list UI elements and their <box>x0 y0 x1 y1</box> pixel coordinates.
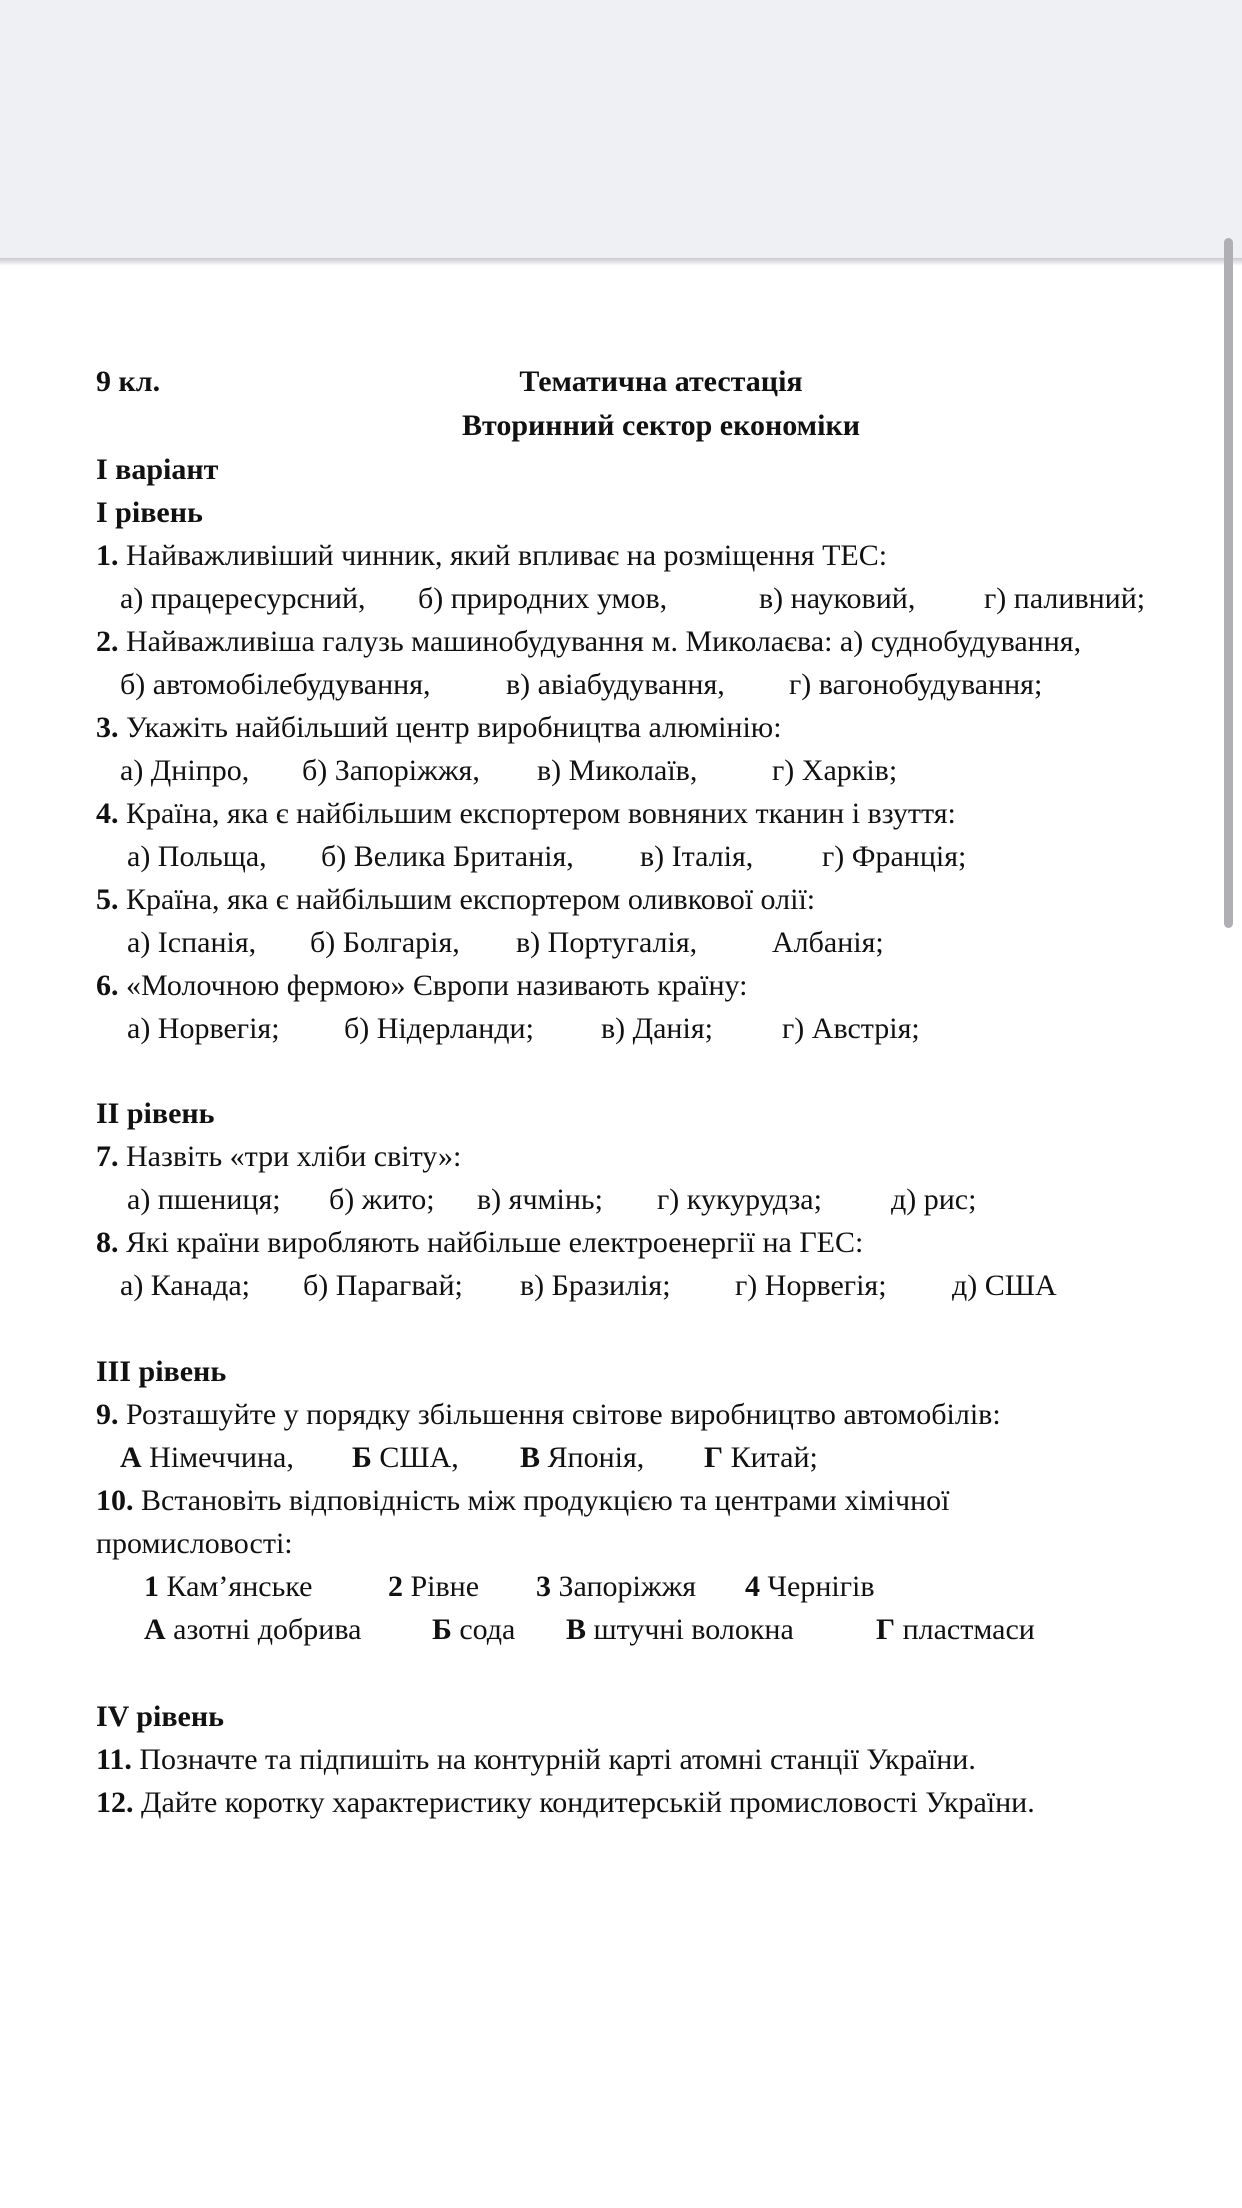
answer-option: б) автомобілебудування, <box>120 668 431 701</box>
answer-option: Б США, <box>352 1441 459 1474</box>
answer-option: в) Данія; <box>601 1012 713 1045</box>
answer-option: В Японія, <box>520 1441 645 1474</box>
answer-option: г) Франція; <box>822 840 967 873</box>
answer-option: в) Італія, <box>640 840 754 873</box>
question-9: 9. Розташуйте у порядку збільшення світове виробництво автомобілів: <box>96 1398 1001 1431</box>
viewer-top-shadow <box>0 258 1242 266</box>
answer-option: а) Норвегія; <box>127 1012 280 1045</box>
answer-option: б) жито; <box>329 1183 435 1216</box>
answer-option: а) Дніпро, <box>120 754 250 787</box>
answer-option: д) США <box>952 1269 1057 1302</box>
match-city: 2 Рівне <box>388 1570 480 1603</box>
answer-option: А Німеччина, <box>120 1441 294 1474</box>
match-product: Б сода <box>432 1613 516 1646</box>
answer-option: в) Миколаїв, <box>537 754 698 787</box>
match-product: В штучні волокна <box>566 1613 794 1646</box>
answer-option: а) Канада; <box>120 1269 251 1302</box>
question-2: 2. Найважливіша галузь машинобудування м. Миколаєва: а) суднобудування, <box>96 625 1082 658</box>
answer-option: а) Іспанія, <box>127 926 257 959</box>
answer-option: а) працересурсний, <box>120 582 366 615</box>
question-4: 4. Країна, яка є найбільшим експортером вовняних тканин і взуття: <box>96 797 956 830</box>
answer-option: б) Запоріжжя, <box>302 754 480 787</box>
question-10-continued: промисловості: <box>96 1527 293 1560</box>
answer-option: б) Болгарія, <box>310 926 460 959</box>
question-1: 1. Найважливіший чинник, який впливає на розміщення ТЕС: <box>96 539 888 572</box>
document-subtitle: Вторинний сектор економіки <box>461 409 861 442</box>
level-heading: ІІ рівень <box>96 1097 215 1130</box>
answer-option: г) Харків; <box>772 754 898 787</box>
answer-option: в) науковий, <box>759 582 916 615</box>
question-6: 6. «Молочною фермою» Європи називають країну: <box>96 969 748 1002</box>
match-city: 3 Запоріжжя <box>536 1570 697 1603</box>
answer-option: в) ячмінь; <box>477 1183 603 1216</box>
answer-option: г) Норвегія; <box>735 1269 887 1302</box>
match-city: 4 Чернігів <box>745 1570 875 1603</box>
question-5: 5. Країна, яка є найбільшим експортером оливкової олії: <box>96 883 816 916</box>
level-heading: IV рівень <box>96 1700 224 1733</box>
question-3: 3. Укажіть найбільший центр виробництва алюмінію: <box>96 711 782 744</box>
answer-option: б) Велика Британія, <box>321 840 574 873</box>
document-title: Тематична атестація <box>519 365 803 398</box>
answer-option: б) природних умов, <box>418 582 668 615</box>
answer-option: в) Португалія, <box>516 926 698 959</box>
question-11: 11. Позначте та підпишіть на контурній карті атомні станції України. <box>96 1743 976 1776</box>
viewer-top-bar <box>0 0 1242 258</box>
answer-option: г) паливний; <box>984 582 1146 615</box>
match-product: Г пластмаси <box>876 1613 1035 1646</box>
answer-option: а) пшениця; <box>127 1183 281 1216</box>
question-12: 12. Дайте коротку характеристику кондитерській промисловості України. <box>96 1786 1035 1819</box>
answer-option: Албанія; <box>772 926 884 959</box>
answer-option: б) Нідерланди; <box>344 1012 534 1045</box>
question-7: 7. Назвіть «три хліби світу»: <box>96 1140 462 1173</box>
answer-option: б) Парагвай; <box>303 1269 463 1302</box>
answer-option: в) авіабудування, <box>506 668 725 701</box>
scrollbar[interactable] <box>1224 238 1233 928</box>
answer-option: Г Китай; <box>704 1441 818 1474</box>
match-product: А азотні добрива <box>144 1613 362 1646</box>
variant-heading: І варіант <box>96 453 219 486</box>
level-heading: І рівень <box>96 496 203 529</box>
answer-option: в) Бразилія; <box>520 1269 671 1302</box>
question-8: 8. Які країни виробляють найбільше електроенергії на ГЕС: <box>96 1226 864 1259</box>
question-10: 10. Встановіть відповідність між продукцією та центрами хімічної <box>96 1484 950 1517</box>
answer-option: г) вагонобудування; <box>789 668 1043 701</box>
answer-option: г) Австрія; <box>782 1012 920 1045</box>
level-heading: ІІІ рівень <box>96 1355 227 1388</box>
answer-option: а) Польща, <box>127 840 267 873</box>
answer-option: д) рис; <box>891 1183 977 1216</box>
answer-option: г) кукурудза; <box>657 1183 822 1216</box>
match-city: 1 Кам’янське <box>144 1570 313 1603</box>
